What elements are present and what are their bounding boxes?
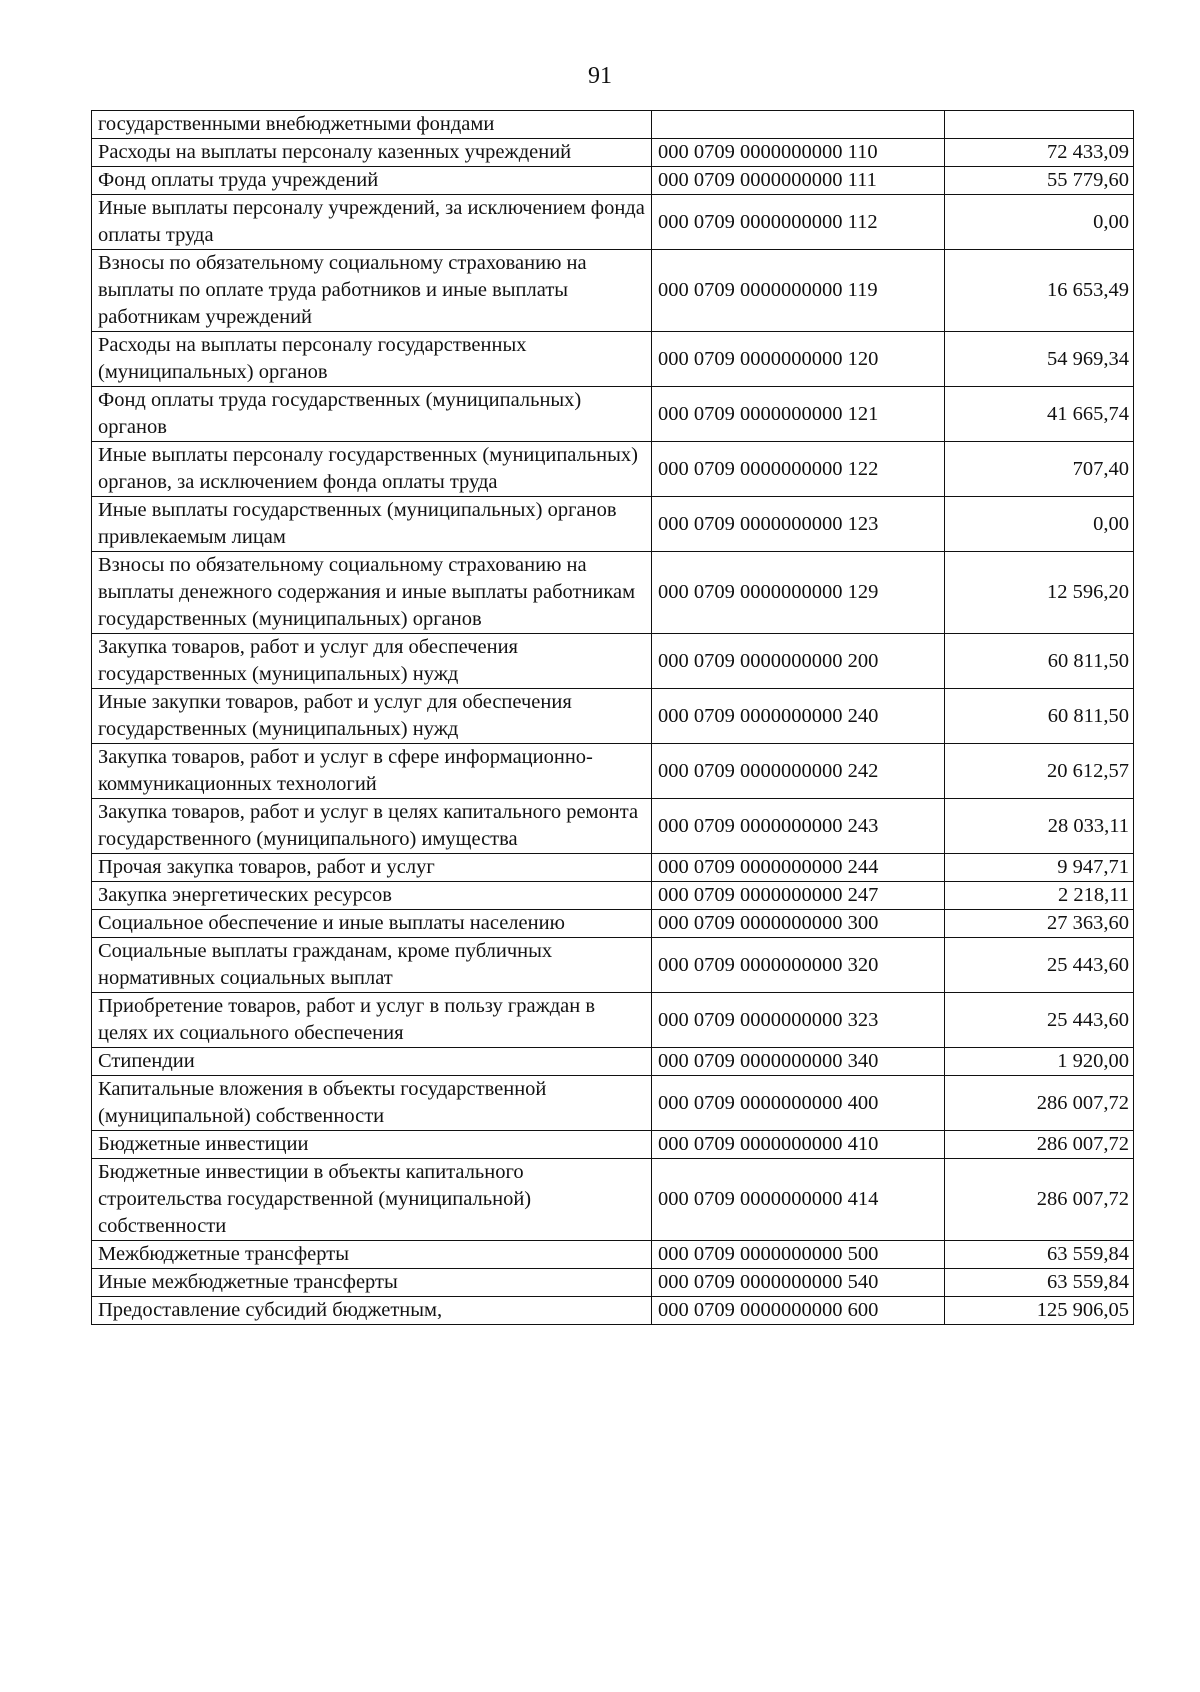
row-code-cell: 000 0709 0000000000 129 [652, 552, 945, 634]
row-name-cell: государственными внебюджетными фондами [92, 111, 652, 139]
row-name-cell: Приобретение товаров, работ и услуг в пользу граждан в целях их социального обеспечения [92, 993, 652, 1048]
table-row [92, 111, 1134, 139]
table-row [92, 882, 1134, 910]
row-code-cell [652, 111, 945, 139]
table-row [92, 195, 1134, 250]
row-name-cell: Закупка товаров, работ и услуг в сфере информационно-коммуникационных технологий [92, 744, 652, 799]
row-name-cell: Взносы по обязательному социальному страхованию на выплаты по оплате труда работников и иные выплаты работникам учреждений [92, 250, 652, 332]
row-name-cell: Иные закупки товаров, работ и услуг для обеспечения государственных (муниципальных) нужд [92, 689, 652, 744]
row-code-cell: 000 0709 0000000000 111 [652, 167, 945, 195]
table-row [92, 744, 1134, 799]
row-amount-cell: 55 779,60 [945, 167, 1134, 195]
row-amount-cell: 286 007,72 [945, 1076, 1134, 1131]
row-amount-cell: 125 906,05 [945, 1297, 1134, 1325]
table-row [92, 1076, 1134, 1131]
table-row [92, 552, 1134, 634]
row-amount-cell: 16 653,49 [945, 250, 1134, 332]
table-row [92, 1241, 1134, 1269]
table-row [92, 332, 1134, 387]
row-code-cell: 000 0709 0000000000 410 [652, 1131, 945, 1159]
row-code-cell: 000 0709 0000000000 600 [652, 1297, 945, 1325]
row-name-cell: Прочая закупка товаров, работ и услуг [92, 854, 652, 882]
row-amount-cell [945, 111, 1134, 139]
row-name-cell: Иные выплаты персоналу учреждений, за исключением фонда оплаты труда [92, 195, 652, 250]
row-amount-cell: 25 443,60 [945, 938, 1134, 993]
row-amount-cell: 286 007,72 [945, 1159, 1134, 1241]
row-name-cell: Межбюджетные трансферты [92, 1241, 652, 1269]
row-name-cell: Социальные выплаты гражданам, кроме публичных нормативных социальных выплат [92, 938, 652, 993]
row-name-cell: Стипендии [92, 1048, 652, 1076]
row-code-cell: 000 0709 0000000000 121 [652, 387, 945, 442]
row-code-cell: 000 0709 0000000000 243 [652, 799, 945, 854]
row-amount-cell: 286 007,72 [945, 1131, 1134, 1159]
table-row [92, 442, 1134, 497]
table-row [92, 250, 1134, 332]
row-name-cell: Бюджетные инвестиции [92, 1131, 652, 1159]
row-amount-cell: 2 218,11 [945, 882, 1134, 910]
row-amount-cell: 1 920,00 [945, 1048, 1134, 1076]
table-row [92, 854, 1134, 882]
row-amount-cell: 27 363,60 [945, 910, 1134, 938]
table-row [92, 139, 1134, 167]
row-code-cell: 000 0709 0000000000 500 [652, 1241, 945, 1269]
table-row [92, 689, 1134, 744]
table-row [92, 167, 1134, 195]
table-row [92, 387, 1134, 442]
row-code-cell: 000 0709 0000000000 400 [652, 1076, 945, 1131]
row-name-cell: Иные выплаты государственных (муниципальных) органов привлекаемым лицам [92, 497, 652, 552]
row-code-cell: 000 0709 0000000000 120 [652, 332, 945, 387]
row-amount-cell: 72 433,09 [945, 139, 1134, 167]
row-amount-cell: 63 559,84 [945, 1241, 1134, 1269]
row-name-cell: Расходы на выплаты персоналу государственных (муниципальных) органов [92, 332, 652, 387]
row-amount-cell: 707,40 [945, 442, 1134, 497]
row-code-cell: 000 0709 0000000000 122 [652, 442, 945, 497]
row-code-cell: 000 0709 0000000000 110 [652, 139, 945, 167]
page-number: 91 [588, 63, 612, 89]
row-name-cell: Социальное обеспечение и иные выплаты населению [92, 910, 652, 938]
row-name-cell: Бюджетные инвестиции в объекты капитального строительства государственной (муниципальной) собственности [92, 1159, 652, 1241]
row-code-cell: 000 0709 0000000000 242 [652, 744, 945, 799]
row-amount-cell: 28 033,11 [945, 799, 1134, 854]
budget-table-body [92, 111, 1134, 1325]
row-name-cell: Взносы по обязательному социальному страхованию на выплаты денежного содержания и иные выплаты работникам государственных (муниципальных) органов [92, 552, 652, 634]
row-code-cell: 000 0709 0000000000 112 [652, 195, 945, 250]
row-code-cell: 000 0709 0000000000 119 [652, 250, 945, 332]
row-name-cell: Иные выплаты персоналу государственных (муниципальных) органов, за исключением фонда оплаты труда [92, 442, 652, 497]
table-row [92, 1269, 1134, 1297]
row-name-cell: Закупка энергетических ресурсов [92, 882, 652, 910]
row-amount-cell: 63 559,84 [945, 1269, 1134, 1297]
table-row [92, 799, 1134, 854]
row-name-cell: Иные межбюджетные трансферты [92, 1269, 652, 1297]
row-amount-cell: 60 811,50 [945, 689, 1134, 744]
row-code-cell: 000 0709 0000000000 540 [652, 1269, 945, 1297]
row-amount-cell: 54 969,34 [945, 332, 1134, 387]
row-name-cell: Расходы на выплаты персоналу казенных учреждений [92, 139, 652, 167]
table-row [92, 1297, 1134, 1325]
table-row [92, 497, 1134, 552]
row-amount-cell: 20 612,57 [945, 744, 1134, 799]
row-code-cell: 000 0709 0000000000 200 [652, 634, 945, 689]
row-amount-cell: 0,00 [945, 497, 1134, 552]
row-name-cell: Фонд оплаты труда учреждений [92, 167, 652, 195]
row-name-cell: Фонд оплаты труда государственных (муниципальных) органов [92, 387, 652, 442]
row-code-cell: 000 0709 0000000000 340 [652, 1048, 945, 1076]
row-amount-cell: 41 665,74 [945, 387, 1134, 442]
table-row [92, 910, 1134, 938]
row-code-cell: 000 0709 0000000000 300 [652, 910, 945, 938]
table-row [92, 634, 1134, 689]
budget-table [91, 110, 1134, 1325]
row-name-cell: Капитальные вложения в объекты государственной (муниципальной) собственности [92, 1076, 652, 1131]
table-row [92, 1159, 1134, 1241]
row-amount-cell: 60 811,50 [945, 634, 1134, 689]
table-row [92, 993, 1134, 1048]
row-name-cell: Закупка товаров, работ и услуг для обеспечения государственных (муниципальных) нужд [92, 634, 652, 689]
row-code-cell: 000 0709 0000000000 414 [652, 1159, 945, 1241]
row-amount-cell: 12 596,20 [945, 552, 1134, 634]
row-code-cell: 000 0709 0000000000 247 [652, 882, 945, 910]
row-amount-cell: 0,00 [945, 195, 1134, 250]
row-code-cell: 000 0709 0000000000 244 [652, 854, 945, 882]
row-amount-cell: 9 947,71 [945, 854, 1134, 882]
row-code-cell: 000 0709 0000000000 123 [652, 497, 945, 552]
row-code-cell: 000 0709 0000000000 240 [652, 689, 945, 744]
row-code-cell: 000 0709 0000000000 320 [652, 938, 945, 993]
row-name-cell: Закупка товаров, работ и услуг в целях капитального ремонта государственного (муниципального) имущества [92, 799, 652, 854]
row-code-cell: 000 0709 0000000000 323 [652, 993, 945, 1048]
table-row [92, 1048, 1134, 1076]
table-row [92, 1131, 1134, 1159]
row-name-cell: Предоставление субсидий бюджетным, [92, 1297, 652, 1325]
row-amount-cell: 25 443,60 [945, 993, 1134, 1048]
table-row [92, 938, 1134, 993]
